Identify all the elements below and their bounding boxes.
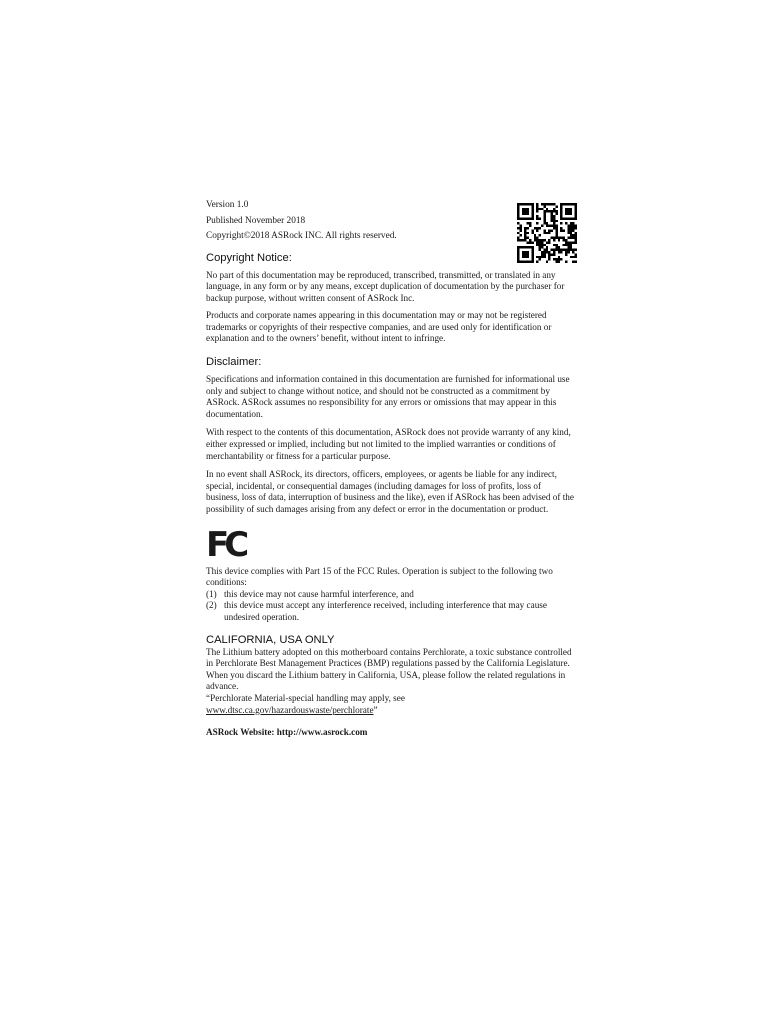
disclaimer-heading: Disclaimer:	[206, 356, 262, 369]
california-heading: CALIFORNIA, USA ONLY	[206, 633, 335, 646]
published-text: Published November 2018	[206, 215, 306, 226]
perchlorate-quote	[206, 693, 576, 716]
quote-suffix: ”	[373, 704, 378, 715]
disclaimer-paragraph-1: Specifications and information contained in this documentation are furnished for informational use only and subject to change without notice, and should not be constructed as a commitment by ASRock. ASRock assumes no responsibility for any errors or omissions that may appear in this documentation.	[206, 374, 570, 419]
quote-prefix: “Perchlorate Material-special handling may apply, see	[206, 692, 405, 703]
version-text: Version 1.0	[206, 200, 249, 210]
fcc-condition-2	[206, 600, 576, 623]
copyright-paragraph-2: Products and corporate names appearing in this documentation may or may not be registered trademarks or copyrights of their respective companies, and are used only for identification or explanation and to the owners’ benefit, without intent to infringe.	[206, 310, 552, 344]
fcc-logo-text: FC	[206, 524, 245, 565]
document-page	[206, 198, 576, 739]
fcc-logo	[206, 524, 576, 565]
perchlorate-link[interactable]: www.dtsc.ca.gov/hazardouswaste/perchlorate	[206, 704, 374, 715]
disclaimer-paragraph-2: With respect to the contents of this documentation, ASRock does not provide warranty of any kind, either expressed or implied, including but not limited to the implied warranties or conditions of merchantability or fitness for a particular purpose.	[206, 427, 571, 461]
copyright-paragraph-1: No part of this documentation may be reproduced, transcribed, transmitted, or translated in any language, in any form or by any means, except duplication of documentation by the purchaser for backup purpose, without written consent of ASRock Inc.	[206, 269, 565, 303]
qr-code-icon	[517, 202, 577, 264]
fcc-intro: This device complies with Part 15 of the FCC Rules. Operation is subject to the following two conditions:	[206, 565, 553, 588]
asrock-website: ASRock Website: http://www.asrock.com	[206, 727, 368, 738]
condition-number: (2)	[206, 600, 217, 611]
copyright-notice-heading: Copyright Notice:	[206, 251, 292, 264]
disclaimer-paragraph-3: In no event shall ASRock, its directors, officers, employees, or agents be liable for any indirect, special, incidental, or consequential damages (including damages for loss of profits, loss of business, loss of data, interruption of business and the like), even if ASRock has been advised of the possibility of such damages arising from any defect or error in the documentation or product.	[206, 469, 574, 514]
condition-text: this device may not cause harmful interference, and	[224, 588, 414, 599]
california-paragraph: The Lithium battery adopted on this motherboard contains Perchlorate, a toxic substance controlled in Perchlorate Best Management Practices (BMP) regulations passed by the California Legislature. When you discard the Lithium battery in California, USA, please follow the related regulations in advance.	[206, 646, 572, 692]
condition-text: this device must accept any interference received, including interference that may cause undesired operation.	[224, 600, 547, 622]
copyright-line: Copyright©2018 ASRock INC. All rights reserved.	[206, 231, 397, 241]
fcc-condition-1	[206, 589, 576, 601]
condition-number: (1)	[206, 588, 217, 599]
